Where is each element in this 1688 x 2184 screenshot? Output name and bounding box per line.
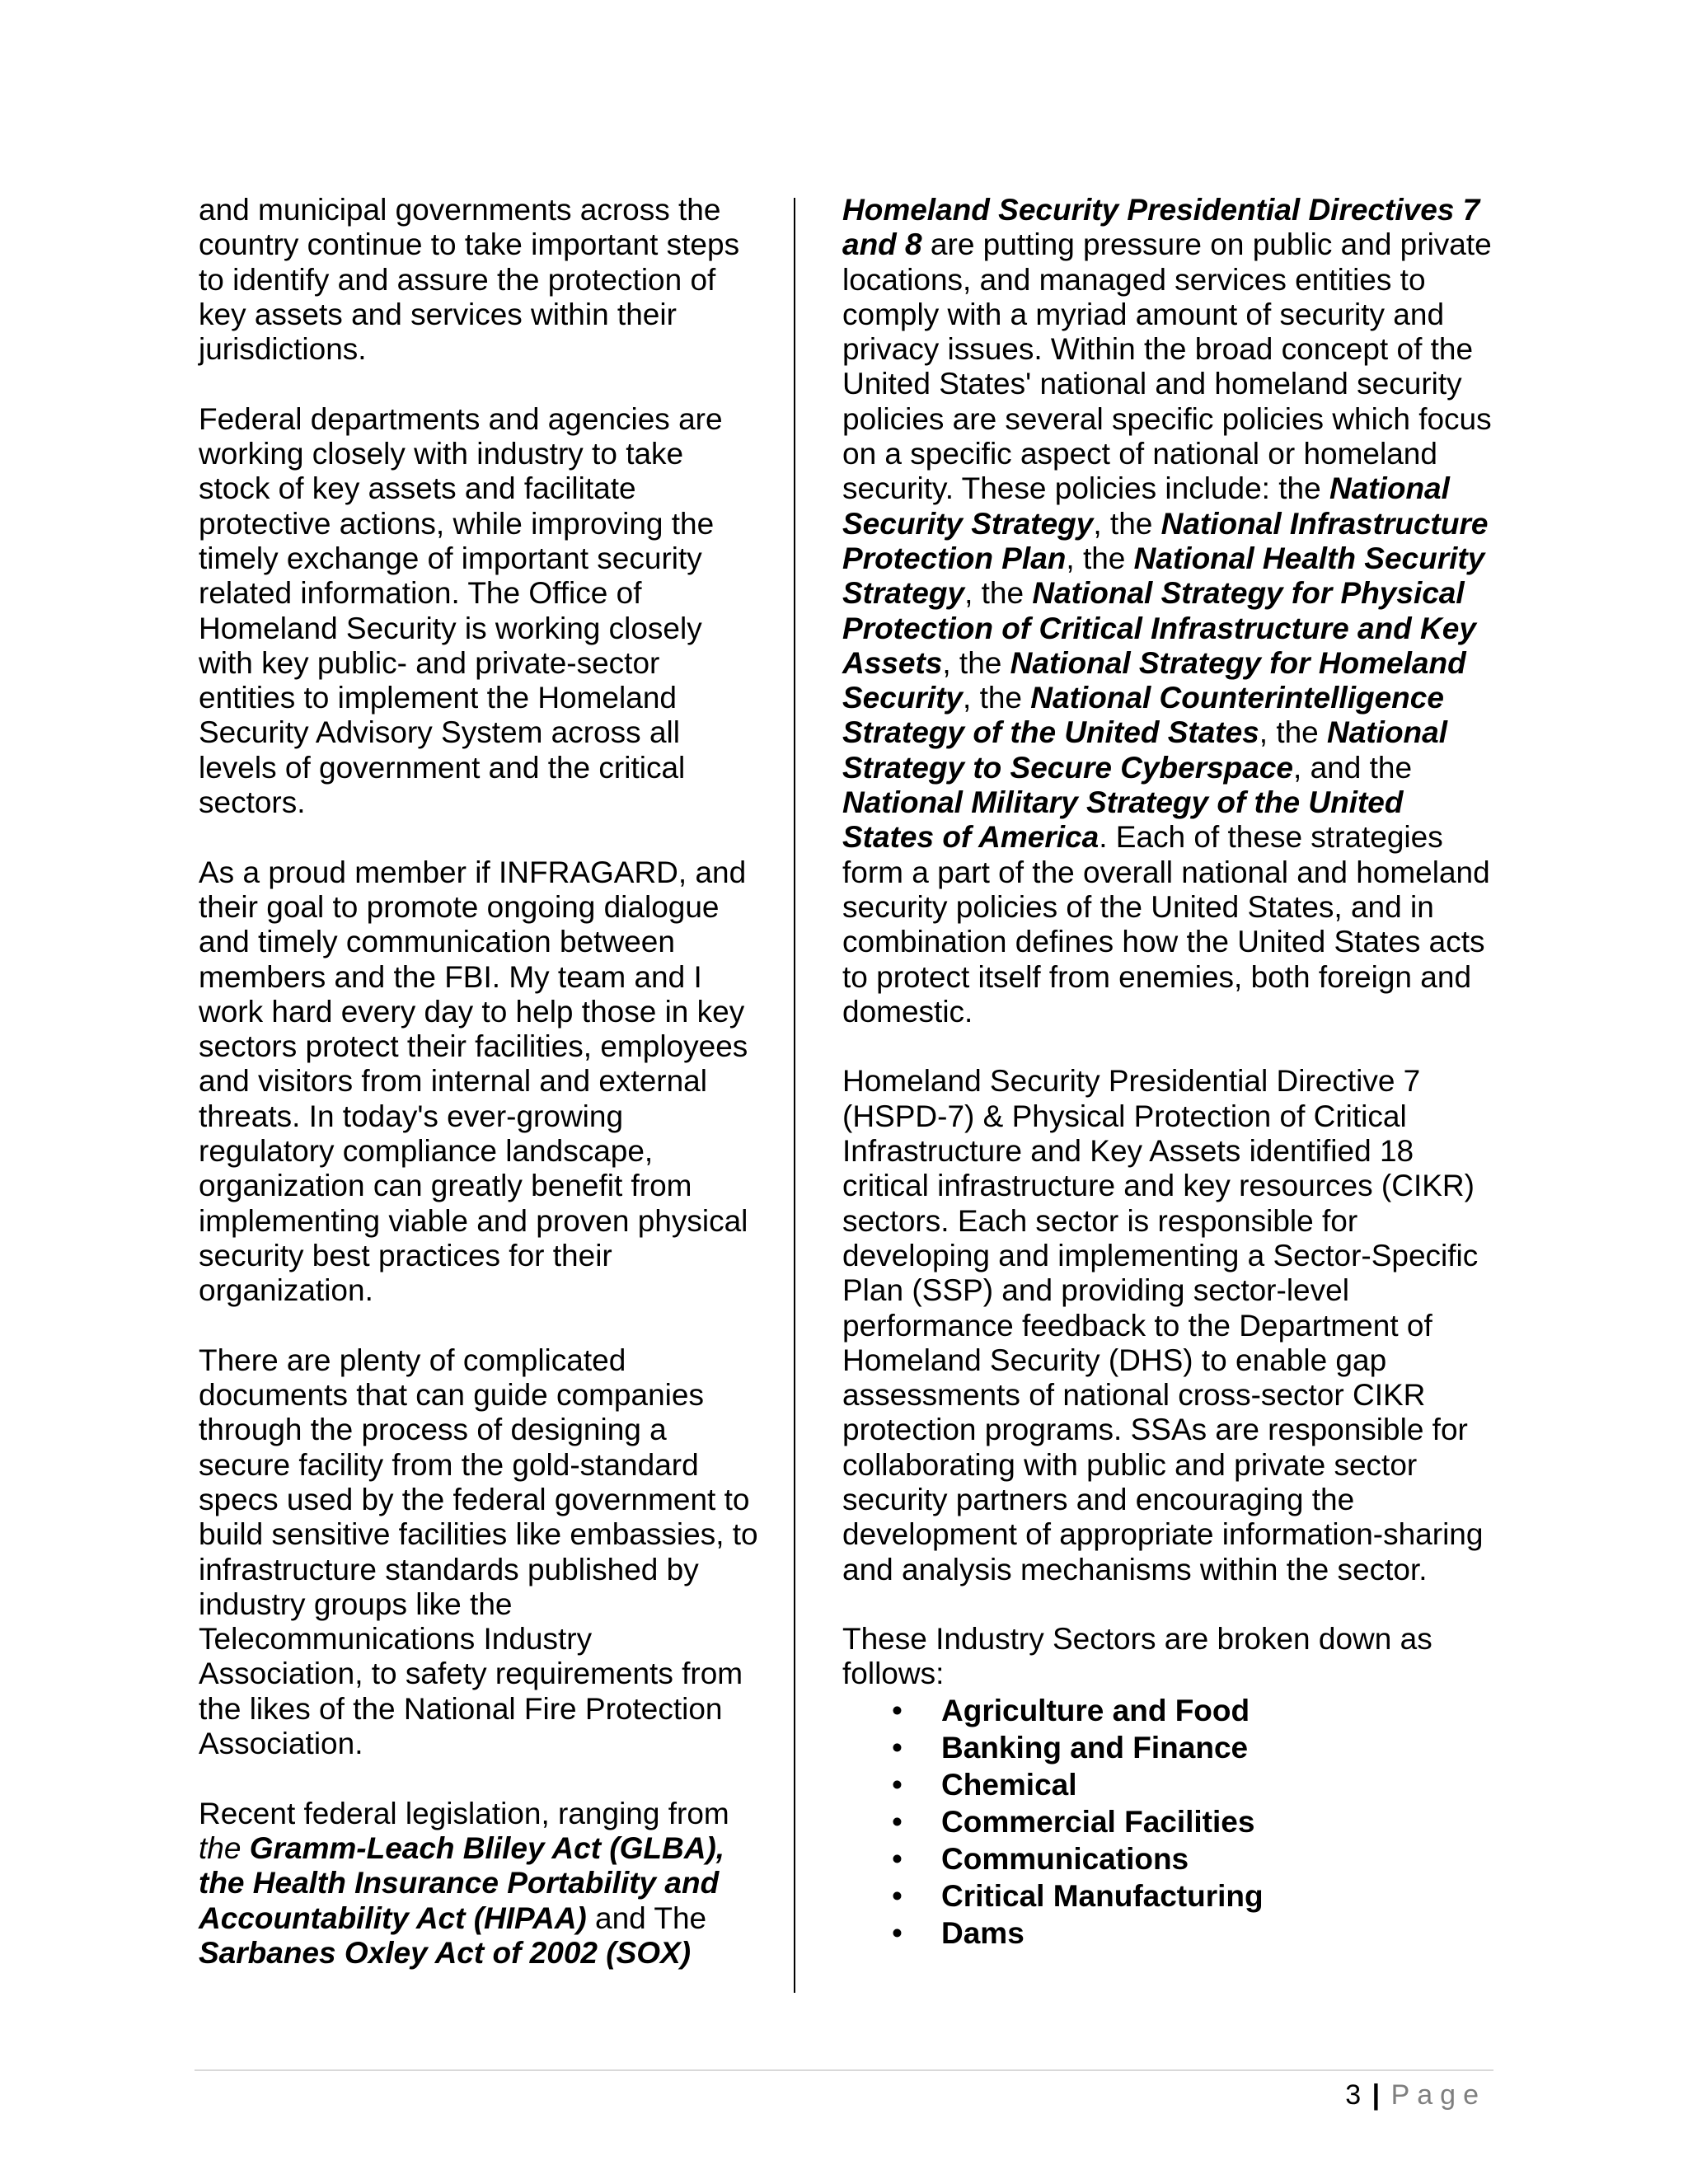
strategy-name: National Military Strategy of the United States of America [842,785,1404,855]
left-column [199,193,759,1971]
left-para-5 [199,1797,759,1971]
directive-name: Homeland Security Presidential Directives 7 and 8 [842,193,1480,262]
text-run: , the [1066,541,1134,575]
strategy-name: National Strategy for Physical Protection of Critical Infrastructure and Key Assets [842,576,1476,680]
list-item [842,1803,1502,1840]
left-para-2: Federal departments and agencies are working closely with industry to take stock of key assets and facilitate protective actions, while improving the timely exchange of important security related information. The Office of Homeland Security is working closely with key public- and private-sector entities to implement the Homeland Security Advisory System across all levels of government and the critical sectors. [199,401,723,820]
text-run: , [715,1830,725,1865]
bullet-icon: • [892,1878,903,1913]
text-run: , the [1093,506,1161,541]
sector-label: Dams [941,1915,1025,1950]
bullet-icon: • [892,1841,903,1876]
text-run: are putting pressure on public and private locations, and managed services entities to comply with a myriad amount of security and privacy issues. Within the broad concept of the United States' national and homeland security policies are several specific policies which focus on a specific aspect of national or homeland security. These policies include: the [842,227,1492,506]
list-item [842,1840,1502,1877]
text-run: and The [586,1900,707,1935]
sector-label: Chemical [941,1767,1077,1802]
footer-separator: | [1372,2079,1381,2111]
bullet-icon: • [892,1693,903,1727]
act-name: the Health Insurance Portability and Accountability Act (HIPAA) [199,1866,720,1935]
strategy-name: National Counterintelligence Strategy of the United States [842,681,1444,750]
text-run: , the [964,576,1033,611]
strategy-name: National Security Strategy [842,471,1450,541]
strategy-name: National Strategy to Secure Cyberspace [842,715,1448,785]
sector-label: Banking and Finance [941,1730,1249,1765]
bullet-icon: • [892,1730,903,1765]
right-para-3: These Industry Sectors are broken down as follows: [842,1622,1432,1691]
text-run: the [199,1830,250,1865]
left-para-1: and municipal governments across the country continue to take important steps to identify and assure the protection of key assets and services within their jurisdictions. [199,193,740,367]
sector-label: Commercial Facilities [941,1804,1255,1839]
list-item [842,1729,1502,1766]
left-para-3: As a proud member if INFRAGARD, and their goal to promote ongoing dialogue and timely communication between members and the FBI. My team and I work hard every day to help those in key sectors protect their facilities, employees and visitors from internal and external threats. In today's ever-growing regulatory compliance landscape, organization can greatly benefit from implementing viable and proven physical security best practices for their organization. [199,855,748,1308]
sector-label: Agriculture and Food [941,1693,1250,1727]
sector-label: Critical Manufacturing [941,1878,1264,1913]
page-footer [1345,2077,1486,2113]
bullet-icon: • [892,1804,903,1839]
list-item [842,1692,1502,1729]
column-divider [794,198,795,1993]
footer-rule [195,2069,1493,2071]
list-item [842,1766,1502,1803]
act-name: Gramm-Leach Bliley Act (GLBA) [249,1830,716,1865]
strategy-name: National Infrastructure Protection Plan [842,506,1489,575]
text-run: , the [1259,715,1328,750]
right-para-1 [842,193,1502,1029]
right-para-2: Homeland Security Presidential Directive 7 (HSPD-7) & Physical Protection of Critical Infrastructure and Key Assets identified 18 critical infrastructure and key resources (CIKR) sectors. Each sector is responsible for developing and implementing a Sector-Specific Plan (SSP) and providing sector-level performance feedback to the Department of Homeland Security (DHS) to enable gap assessments of national cross-sector CIKR protection programs. SSAs are responsible for collaborating with public and private sector security partners and encouraging the development of appropriate information-sharing and analysis mechanisms within the sector. [842,1064,1484,1586]
list-item [842,1877,1502,1915]
strategy-name: National Health Security Strategy [842,541,1485,611]
text-run: , the [942,645,1010,680]
left-para-4: There are plenty of complicated documents that can guide companies through the process of designing a secure facility from the gold-standard specs used by the federal government to build sensitive facilities like embassies, to infrastructure standards published by industry groups like the Telecommunications Industry Association, to safety requirements from the likes of the National Fire Protection Association. [199,1343,758,1761]
text-run: . Each of these strategies form a part of the overall national and homeland security policies of the United States, and in combination defines how the United States acts to protect itself from enemies, both foreign and domestic. [842,820,1490,1029]
text-run: Recent federal legislation, ranging from [199,1796,729,1830]
strategy-name: National Strategy for Homeland Security [842,645,1466,715]
act-name: Sarbanes Oxley Act of 2002 (SOX) [199,1935,692,1970]
text-run: , the [963,681,1031,715]
page-label: Page [1390,2079,1486,2111]
right-column [842,193,1502,1952]
bullet-icon: • [892,1915,903,1950]
text-run: , and the [1293,750,1413,785]
list-item [842,1915,1502,1952]
sector-list [842,1692,1502,1952]
bullet-icon: • [892,1767,903,1802]
page-number: 3 [1345,2079,1362,2111]
sector-label: Communications [941,1841,1189,1876]
